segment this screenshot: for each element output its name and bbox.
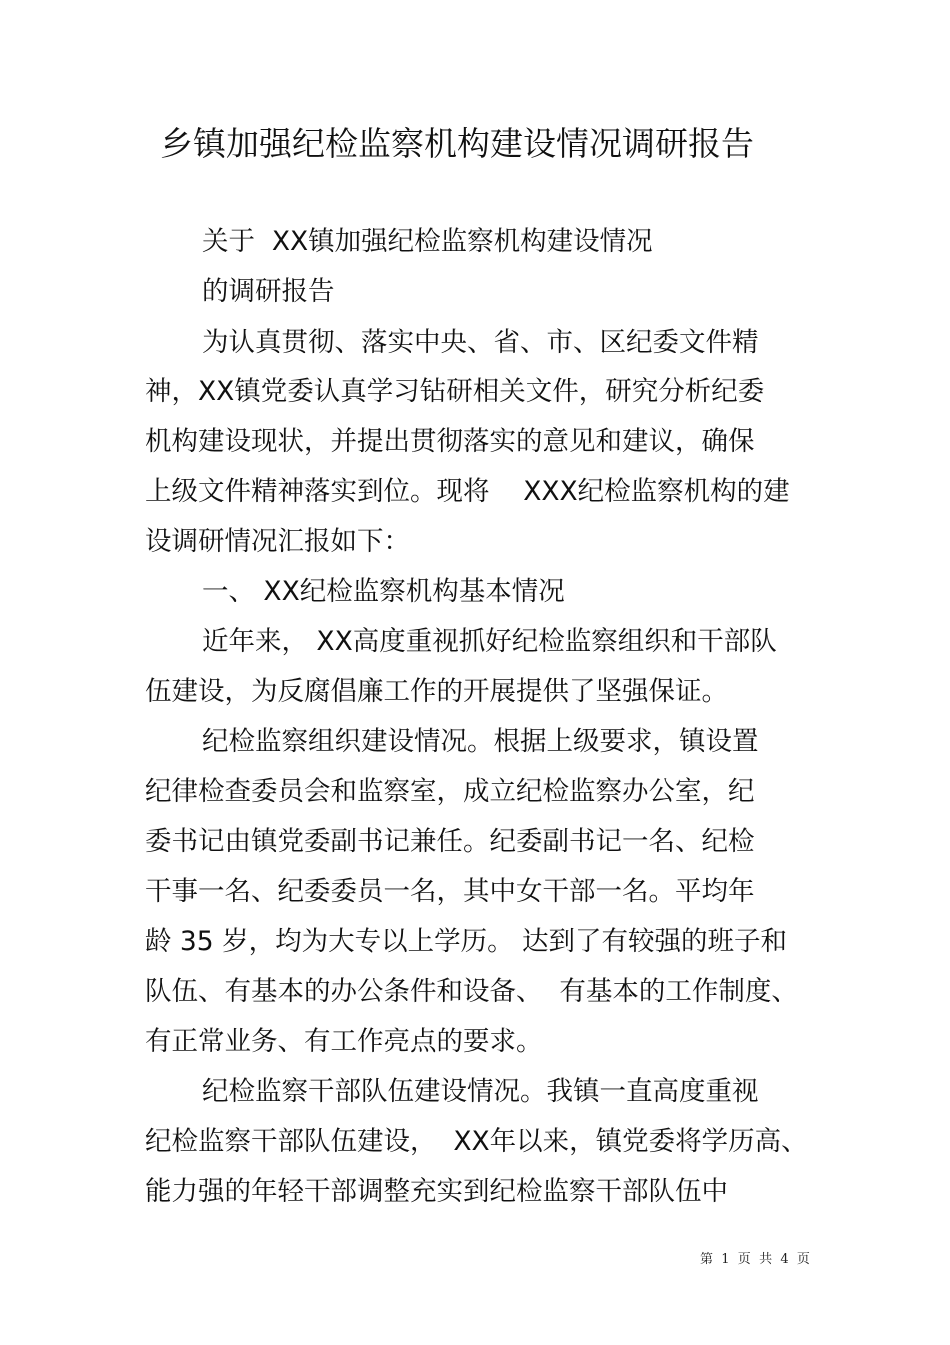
body-line: 纪律检查委员会和监察室，成立纪检监察办公室，纪 xyxy=(145,776,755,807)
body-line: 设调研情况汇报如下： xyxy=(145,526,410,557)
body-line: 委书记由镇党委副书记兼任。纪委副书记一名、纪检 xyxy=(145,826,755,857)
body-line: 的调研报告 xyxy=(202,276,335,307)
body-line: 能力强的年轻干部调整充实到纪检监察干部队伍中 xyxy=(145,1176,728,1207)
body-line: 关于 XX镇加强纪检监察机构建设情况 xyxy=(202,226,653,257)
body-line: 队伍、有基本的办公条件和设备、 有基本的工作制度、 xyxy=(145,976,798,1007)
body-line: 上级文件精神落实到位。现将 XXX纪检监察机构的建 xyxy=(145,476,790,507)
page-number-footer: 第 1 页 共 4 页 xyxy=(700,1252,810,1267)
body-line: 干事一名、纪委委员一名，其中女干部一名。平均年 xyxy=(145,876,755,907)
body-line: 纪检监察干部队伍建设， XX年以来，镇党委将学历高、 xyxy=(145,1126,808,1157)
body-line: 机构建设现状，并提出贯彻落实的意见和建议，确保 xyxy=(145,426,755,457)
body-line: 纪检监察组织建设情况。根据上级要求，镇设置 xyxy=(202,726,759,757)
body-line: 有正常业务、有工作亮点的要求。 xyxy=(145,1026,543,1057)
body-line: 神，XX镇党委认真学习钻研相关文件，研究分析纪委 xyxy=(145,376,765,407)
body-line: 龄 35 岁，均为大专以上学历。 达到了有较强的班子和 xyxy=(145,926,787,957)
section-heading: 一、 XX纪检监察机构基本情况 xyxy=(202,576,565,607)
document-title: 乡镇加强纪检监察机构建设情况调研报告 xyxy=(160,124,754,163)
body-line: 近年来， XX高度重视抓好纪检监察组织和干部队 xyxy=(202,626,777,657)
body-line: 伍建设，为反腐倡廉工作的开展提供了坚强保证。 xyxy=(145,676,728,707)
body-line: 为认真贯彻、落实中央、省、市、区纪委文件精 xyxy=(202,327,759,358)
body-line: 纪检监察干部队伍建设情况。我镇一直高度重视 xyxy=(202,1076,759,1107)
